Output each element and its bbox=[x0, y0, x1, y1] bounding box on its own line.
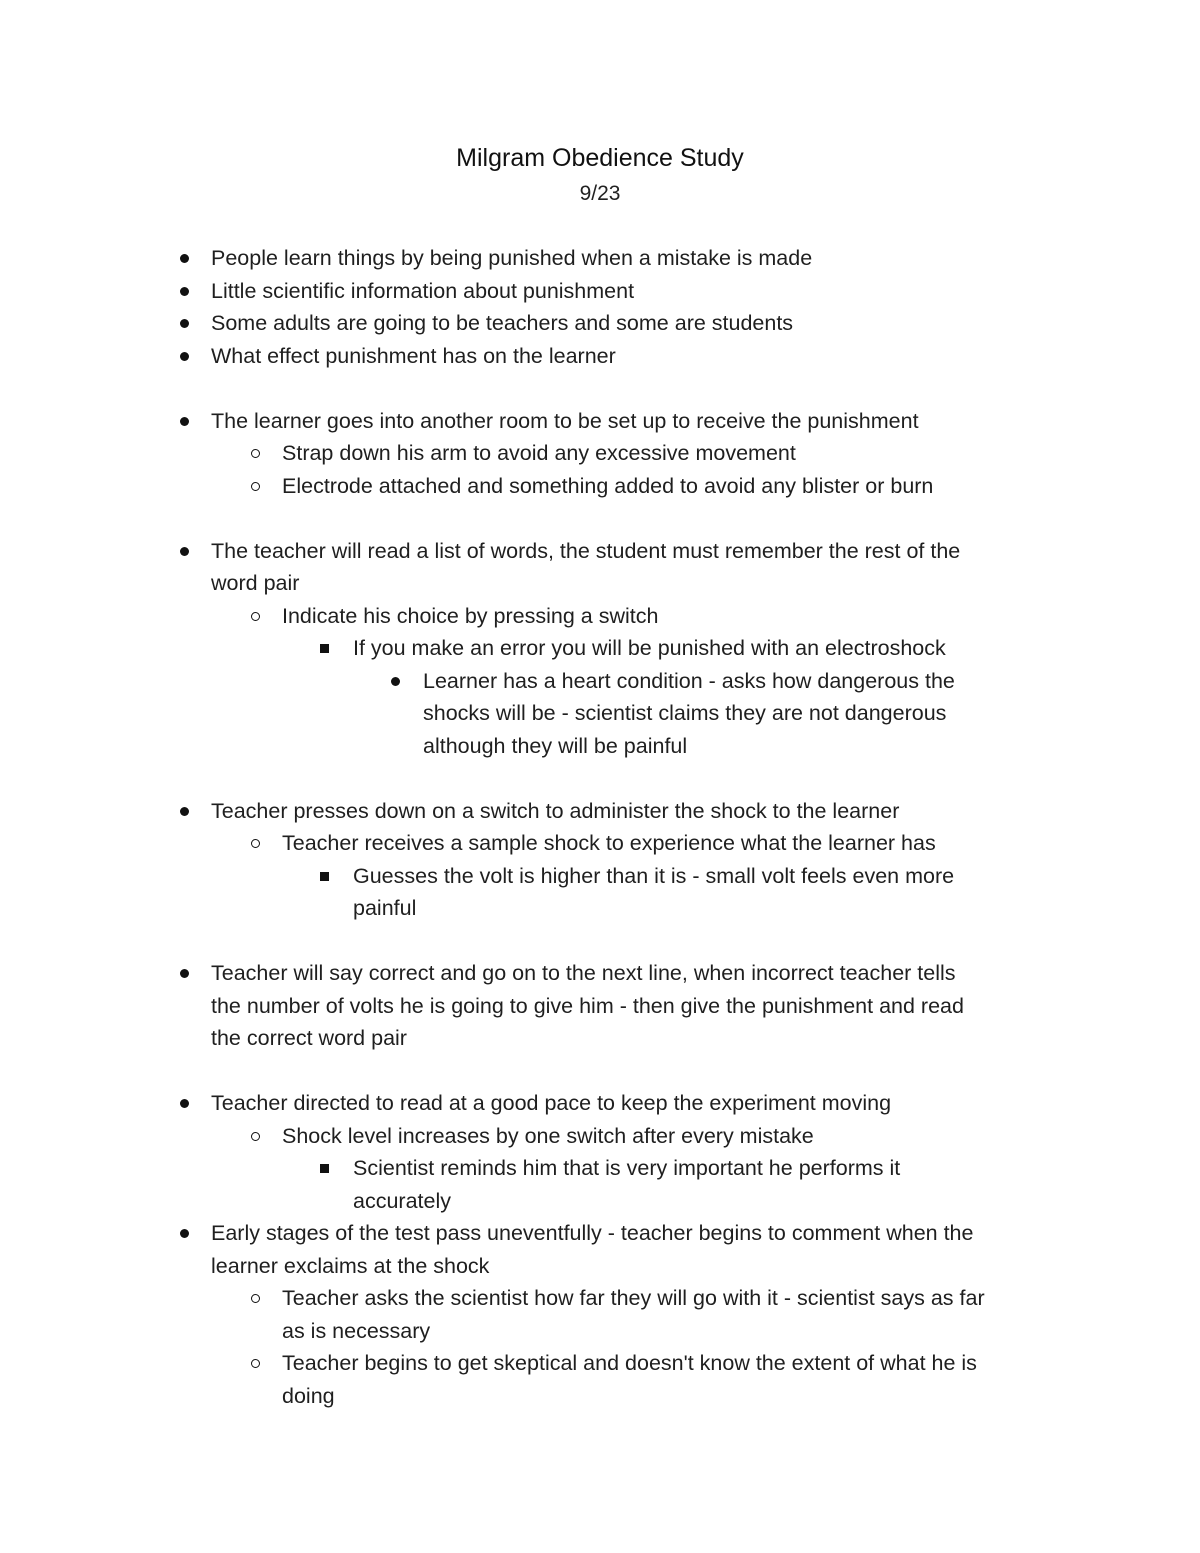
note-text: the correct word pair bbox=[211, 1026, 407, 1050]
note-line-level-4 bbox=[0, 665, 1200, 698]
note-text: Early stages of the test pass uneventfully - teacher begins to comment when the bbox=[211, 1221, 974, 1245]
note-text: doing bbox=[282, 1383, 335, 1408]
note-line-level-2 bbox=[0, 437, 1200, 470]
bullet-circle-icon bbox=[245, 1120, 265, 1154]
blank-line bbox=[0, 762, 1200, 795]
bullet-circle-icon bbox=[245, 1347, 265, 1381]
note-line-level-2 bbox=[0, 827, 1200, 860]
note-line-level-3 bbox=[0, 1152, 1200, 1185]
note-line-level-2 bbox=[0, 470, 1200, 503]
note-text: although they will be painful bbox=[423, 733, 688, 758]
bullet-circle-icon bbox=[245, 1282, 265, 1316]
note-line-level-3 bbox=[0, 1185, 1200, 1218]
bullet-disc-icon bbox=[174, 1217, 194, 1251]
note-text: People learn things by being punished when a mistake is made bbox=[211, 246, 813, 270]
note-line-level-3 bbox=[0, 892, 1200, 925]
note-text: as is necessary bbox=[282, 1318, 431, 1343]
bullet-disc-icon bbox=[174, 340, 194, 374]
note-text: Guesses the volt is higher than it is - small volt feels even more bbox=[353, 863, 955, 888]
bullet-square-icon bbox=[314, 860, 334, 894]
note-text: Little scientific information about punishment bbox=[211, 278, 635, 303]
blank-line bbox=[0, 925, 1200, 958]
note-line-level-2 bbox=[0, 1120, 1200, 1153]
bullet-circle-icon bbox=[245, 470, 265, 504]
note-line-level-2 bbox=[0, 1282, 1200, 1315]
blank-line bbox=[0, 1055, 1200, 1088]
note-text: Learner has a heart condition - asks how dangerous the bbox=[423, 668, 955, 693]
note-text: The learner goes into another room to be set up to receive the punishment bbox=[211, 408, 919, 433]
note-text: learner exclaims at the shock bbox=[211, 1253, 490, 1278]
note-text: Teacher directed to read at a good pace to keep the experiment moving bbox=[211, 1091, 892, 1115]
bullet-circle-icon bbox=[245, 827, 265, 861]
bullet-disc-icon bbox=[385, 665, 405, 699]
note-text: What effect punishment has on the learner bbox=[211, 343, 616, 368]
note-line-level-4 bbox=[0, 697, 1200, 730]
notes-list bbox=[0, 242, 1200, 1412]
bullet-disc-icon bbox=[174, 275, 194, 309]
note-line-level-1 bbox=[0, 275, 1200, 308]
note-text: word pair bbox=[211, 571, 300, 595]
blank-line bbox=[0, 502, 1200, 535]
bullet-disc-icon bbox=[174, 795, 194, 829]
note-line-level-1 bbox=[0, 340, 1200, 373]
bullet-square-icon bbox=[314, 632, 334, 666]
note-text: shocks will be - scientist claims they are not dangerous bbox=[423, 701, 947, 725]
note-line-level-1 bbox=[0, 1022, 1200, 1055]
note-text: Indicate his choice by pressing a switch bbox=[282, 603, 659, 628]
blank-line bbox=[0, 372, 1200, 405]
page-title: Milgram Obedience Study bbox=[456, 144, 744, 172]
bullet-disc-icon bbox=[174, 307, 194, 341]
note-text: accurately bbox=[353, 1188, 451, 1213]
note-text: Scientist reminds him that is very important he performs it bbox=[353, 1156, 901, 1180]
bullet-disc-icon bbox=[174, 405, 194, 439]
note-text: Teacher asks the scientist how far they will go with it - scientist says as far bbox=[282, 1286, 985, 1310]
note-line-level-1 bbox=[0, 990, 1200, 1023]
note-text: Some adults are going to be teachers and some are students bbox=[211, 311, 794, 335]
note-text: Shock level increases by one switch after every mistake bbox=[282, 1123, 814, 1148]
note-line-level-3 bbox=[0, 860, 1200, 893]
bullet-disc-icon bbox=[174, 1087, 194, 1121]
note-line-level-1 bbox=[0, 405, 1200, 438]
note-line-level-1 bbox=[0, 1217, 1200, 1250]
note-line-level-1 bbox=[0, 307, 1200, 340]
note-line-level-2 bbox=[0, 600, 1200, 633]
note-line-level-2 bbox=[0, 1347, 1200, 1380]
note-line-level-1 bbox=[0, 535, 1200, 568]
note-line-level-3 bbox=[0, 632, 1200, 665]
note-text: If you make an error you will be punished with an electroshock bbox=[353, 636, 946, 660]
bullet-disc-icon bbox=[174, 535, 194, 569]
note-line-level-1 bbox=[0, 1250, 1200, 1283]
page-date: 9/23 bbox=[579, 182, 621, 205]
note-text: Electrode attached and something added to avoid any blister or burn bbox=[282, 473, 934, 498]
note-line-level-2 bbox=[0, 1315, 1200, 1348]
bullet-disc-icon bbox=[174, 957, 194, 991]
note-text: The teacher will read a list of words, the student must remember the rest of the bbox=[211, 538, 961, 563]
bullet-circle-icon bbox=[245, 437, 265, 471]
note-text: Teacher begins to get skeptical and doesn't know the extent of what he is bbox=[282, 1351, 977, 1375]
note-line-level-1 bbox=[0, 1087, 1200, 1120]
bullet-disc-icon bbox=[174, 242, 194, 276]
bullet-square-icon bbox=[314, 1152, 334, 1186]
note-text: Teacher will say correct and go on to the next line, when incorrect teacher tells bbox=[211, 961, 956, 985]
note-text: Strap down his arm to avoid any excessive movement bbox=[282, 441, 796, 465]
note-line-level-1 bbox=[0, 567, 1200, 600]
note-line-level-2 bbox=[0, 1380, 1200, 1413]
note-line-level-1 bbox=[0, 242, 1200, 275]
note-line-level-1 bbox=[0, 795, 1200, 828]
bullet-circle-icon bbox=[245, 600, 265, 634]
note-line-level-4 bbox=[0, 730, 1200, 763]
note-line-level-1 bbox=[0, 957, 1200, 990]
note-text: Teacher presses down on a switch to administer the shock to the learner bbox=[211, 798, 900, 823]
note-text: painful bbox=[353, 896, 417, 920]
note-text: Teacher receives a sample shock to experience what the learner has bbox=[282, 831, 936, 855]
note-text: the number of volts he is going to give him - then give the punishment and read bbox=[211, 993, 964, 1018]
